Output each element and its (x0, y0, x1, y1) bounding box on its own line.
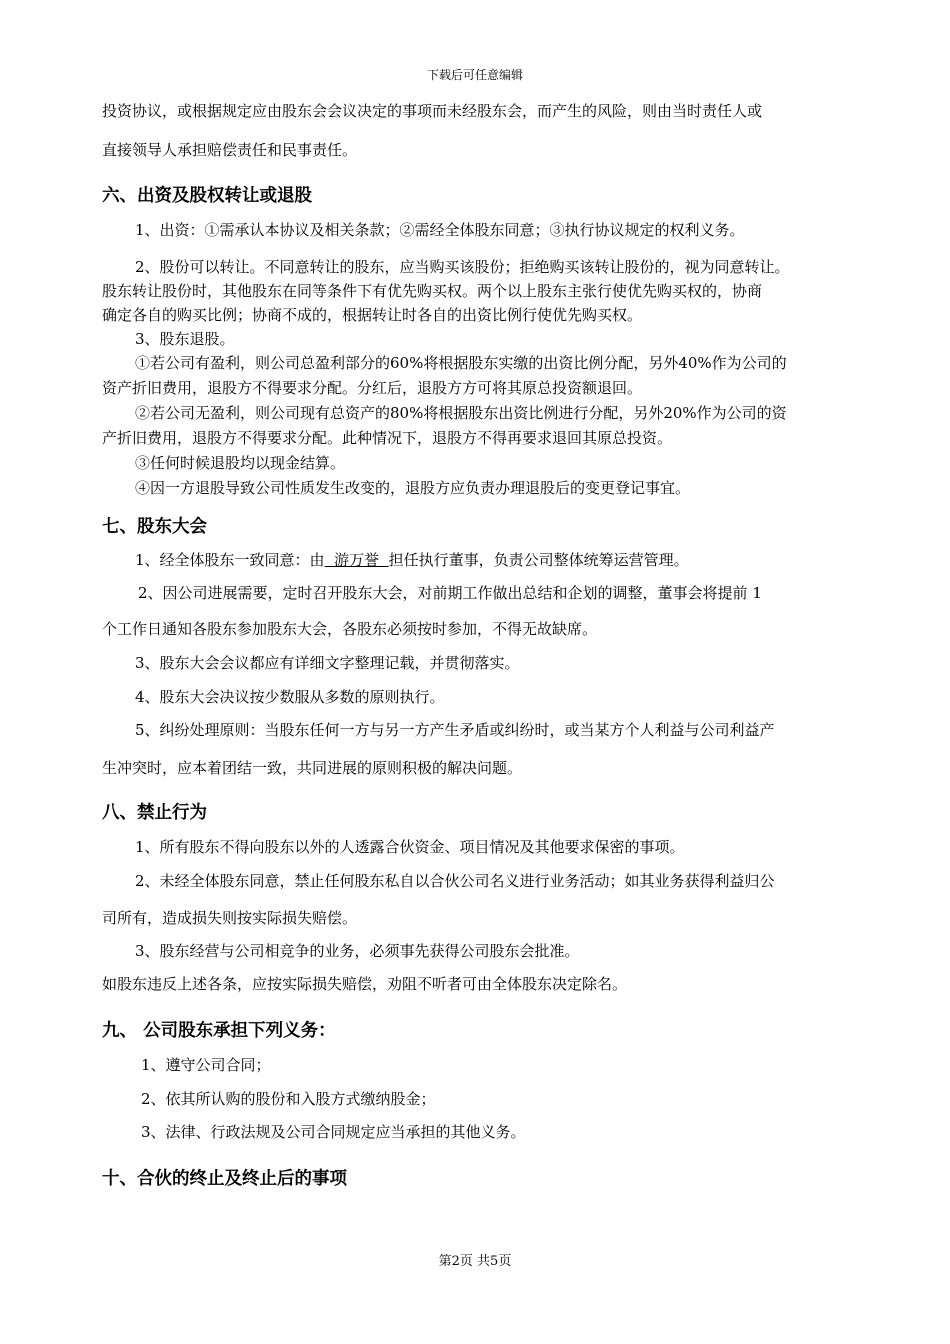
executive-director-name: 游万誉 (324, 551, 389, 569)
s6-item-3: ③任何时候退股均以现金结算。 (135, 454, 346, 472)
section-7-heading: 七、股东大会 (102, 517, 207, 537)
s6-paragraph-1: 1、出资：①需承认本协议及相关条款；②需经全体股东同意；③执行协议规定的权利义务。 (135, 221, 745, 239)
s6-paragraph-2-line-3: 确定各自的购买比例；协商不成的，根据转让时各自的出资比例行使优先购买权。 (102, 306, 643, 324)
s6-item-4: ④因一方退股导致公司性质发生改变的，退股方应负责办理退股后的变更登记事宜。 (135, 479, 691, 497)
s9-item-2: 2、依其所认购的股份和入股方式缴纳股金； (141, 1090, 436, 1108)
page-header: 下载后可任意编辑 (426, 68, 523, 82)
s8-paragraph-2-line-1: 2、未经全体股东同意，禁止任何股东私自以合伙公司名义进行业务活动；如其业务获得利益归公 (135, 872, 775, 890)
s9-item-3: 3、法律、行政法规及公司合同规定应当承担的其他义务。 (141, 1123, 526, 1141)
s6-item-1-line-2: 资产折旧费用，退股方不得要求分配。分红后，退股方方可将其原总投资额退回。 (102, 379, 643, 397)
s6-item-2-line-1: ②若公司无盈利，则公司现有总资产的80%将根据股东出资比例进行分配，另外20%作为公司的资 (135, 404, 787, 422)
s7-paragraph-2-line-1: 2、因公司进展需要，定时召开股东大会，对前期工作做出总结和企划的调整，董事会将提前 1 (138, 584, 762, 602)
s8-paragraph-1: 1、所有股东不得向股东以外的人透露合伙资金、项目情况及其他要求保密的事项。 (135, 838, 685, 856)
intro-line-1: 投资协议，或根据规定应由股东会会议决定的事项而未经股东会，而产生的风险，则由当时责任人或 (102, 102, 763, 120)
s6-item-2-line-2: 产折旧费用，退股方不得要求分配。此种情况下，退股方不得再要求退回其原总投资。 (102, 429, 673, 447)
s6-paragraph-3: 3、股东退股。 (135, 330, 235, 348)
s6-item-1-line-1: ①若公司有盈利，则公司总盈利部分的60%将根据股东实缴的出资比例分配，另外40%作为公司的 (135, 354, 787, 372)
s7-paragraph-1-prefix: 1、经全体股东一致同意：由 (135, 551, 325, 569)
s9-item-1: 1、遵守公司合同； (141, 1056, 271, 1074)
s7-paragraph-2-line-2: 个工作日通知各股东参加股东大会，各股东必须按时参加，不得无故缺席。 (102, 620, 598, 638)
section-10-heading: 十、合伙的终止及终止后的事项 (102, 1169, 347, 1189)
page-footer: 第2页 共5页 (438, 1254, 512, 1269)
s6-paragraph-2-line-1: 2、股份可以转让。不同意转让的股东，应当购买该股份；拒绝购买该转让股份的，视为同意转让。 (135, 258, 790, 276)
s7-paragraph-1-suffix: 担任执行董事，负责公司整体统筹运营管理。 (388, 551, 689, 569)
s7-paragraph-4: 4、股东大会决议按少数服从多数的原则执行。 (135, 688, 445, 706)
s7-paragraph-5-line-1: 5、纠纷处理原则：当股东任何一方与另一方产生矛盾或纠纷时，或当某方个人利益与公司利益产 (135, 721, 775, 739)
section-6-heading: 六、出资及股权转让或退股 (102, 186, 312, 206)
s7-paragraph-3: 3、股东大会会议都应有详细文字整理记载，并贯彻落实。 (135, 654, 520, 672)
s7-paragraph-5-line-2: 生冲突时，应本着团结一致，共同进展的原则积极的解决问题。 (102, 759, 523, 777)
intro-line-2: 直接领导人承担赔偿责任和民事责任。 (102, 141, 358, 159)
section-8-heading: 八、禁止行为 (102, 803, 207, 823)
section-9-heading: 九、 公司股东承担下列义务： (102, 1021, 336, 1041)
s8-paragraph-2-line-2: 司所有，造成损失则按实际损失赔偿。 (102, 909, 358, 927)
s8-paragraph-4: 如股东违反上述各条，应按实际损失赔偿，劝阻不听者可由全体股东决定除名。 (102, 975, 628, 993)
s8-paragraph-3: 3、股东经营与公司相竞争的业务，必须事先获得公司股东会批准。 (135, 942, 580, 960)
s6-paragraph-2-line-2: 股东转让股份时，其他股东在同等条件下有优先购买权。两个以上股东主张行使优先购买权的，协商 (102, 282, 763, 300)
s7-paragraph-1 (135, 549, 689, 570)
